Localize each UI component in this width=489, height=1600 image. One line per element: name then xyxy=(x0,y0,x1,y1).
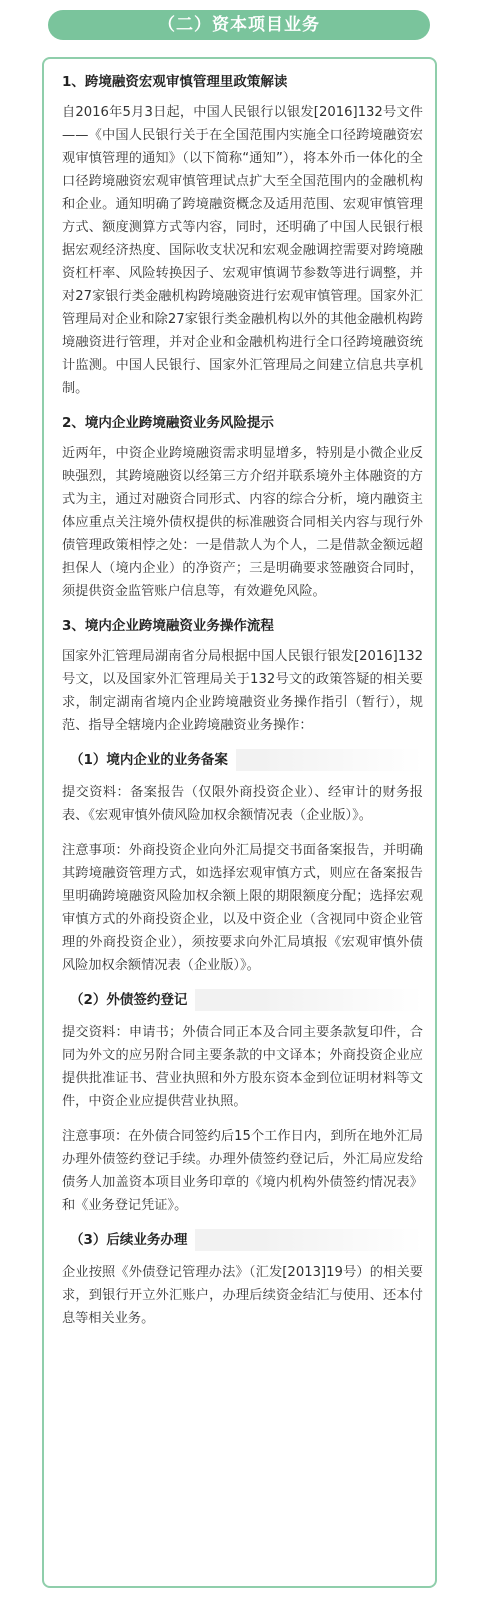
subheading-label: （1）境内企业的业务备案 xyxy=(62,749,236,771)
content-inner xyxy=(62,71,423,1342)
subheading-debt-registration xyxy=(62,989,423,1011)
heading-policy-interpretation: 1、跨境融资宏观审慎管理里政策解读 xyxy=(62,74,288,90)
paragraph-operation-process: 国家外汇管理局湖南省分局根据中国人民银行银发[2016]132号文，以及国家外汇管理局关于132号文的政策答疑的相关要求，制定湖南省境内企业跨境融资业务操作指引（暂行），规范、指导全辖境内企业跨境融资业务操作： xyxy=(62,649,423,733)
content-box xyxy=(42,57,437,1588)
heading-operation-process: 3、境内企业跨境融资业务操作流程 xyxy=(62,618,274,634)
paragraph-follow-up: 企业按照《外债登记管理办法》（汇发[2013]19号）的相关要求，到银行开立外汇账户，办理后续资金结汇与使用、还本付息等相关业务。 xyxy=(62,1265,423,1326)
paragraph-registration-notes: 注意事项：在外债合同签约后15个工作日内，到所在地外汇局办理外债签约登记手续。办理外债签约登记后，外汇局应发给债务人加盖资本项目业务印章的《境内机构外债签约情况表》和《业务登记凭证》。 xyxy=(62,1129,423,1213)
subheading-label: （3）后续业务办理 xyxy=(62,1229,195,1251)
banner-title: （二）资本项目业务 xyxy=(158,15,320,35)
subheading-label: （2）外债签约登记 xyxy=(62,989,195,1011)
heading-risk-warning: 2、境内企业跨境融资业务风险提示 xyxy=(62,415,274,431)
subheading-follow-up xyxy=(62,1229,423,1251)
paragraph-filing-notes: 注意事项：外商投资企业向外汇局提交书面备案报告，并明确其跨境融资管理方式，如选择宏观审慎方式，则应在备案报告里明确跨境融资风险加权余额上限的期限额度分配；选择宏观审慎方式的外商投资企业，以及中资企业（含视同中资企业管理的外商投资企业），须按要求向外汇局填报《宏观审慎外债风险加权余额情况表（企业版）》。 xyxy=(62,843,423,973)
paragraph-filing-materials: 提交资料：备案报告（仅限外商投资企业）、经审计的财务报表、《宏观审慎外债风险加权余额情况表（企业版）》。 xyxy=(62,785,423,823)
paragraph-risk-warning: 近两年，中资企业跨境融资需求明显增多，特别是小微企业反映强烈，其跨境融资以经第三方介绍并联系境外主体融资的方式为主，通过对融资合同形式、内容的综合分析，境内融资主体应重点关注境外债权提供的标准融资合同相关内容与现行外债管理政策相悖之处：一是借款人为个人，二是借款金额远超担保人（境内企业）的净资产；三是明确要求签融资合同时，须提供资金监管账户信息等，有效避免风险。 xyxy=(62,446,423,599)
section-banner xyxy=(48,10,430,40)
subheading-business-filing xyxy=(62,749,423,771)
paragraph-policy-interpretation: 自2016年5月3日起，中国人民银行以银发[2016]132号文件——《中国人民银行关于在全国范围内实施全口径跨境融资宏观审慎管理的通知》（以下简称“通知”），将本外币一体化的全口径跨境融资宏观审慎管理试点扩大至全国范围内的金融机构和企业。通知明确了跨境融资概念及适用范围、宏观审慎管理方式、额度测算方式等内容，同时，还明确了中国人民银行根据宏观经济热度、国际收支状况和宏观金融调控需要对跨境融资杠杆率、风险转换因子、宏观审慎调节参数等进行调整，并对27家银行类金融机构跨境融资进行宏观审慎管理。国家外汇管理局对企业和除27家银行类金融机构以外的其他金融机构跨境融资进行管理，并对企业和金融机构进行全口径跨境融资统计监测。中国人民银行、国家外汇管理局之间建立信息共享机制。 xyxy=(62,105,423,396)
paragraph-registration-materials: 提交资料：申请书；外债合同正本及合同主要条款复印件，合同为外文的应另附合同主要条款的中文译本；外商投资企业应提供批准证书、营业执照和外方股东资本金到位证明材料等文件，中资企业应提供营业执照。 xyxy=(62,1025,423,1109)
